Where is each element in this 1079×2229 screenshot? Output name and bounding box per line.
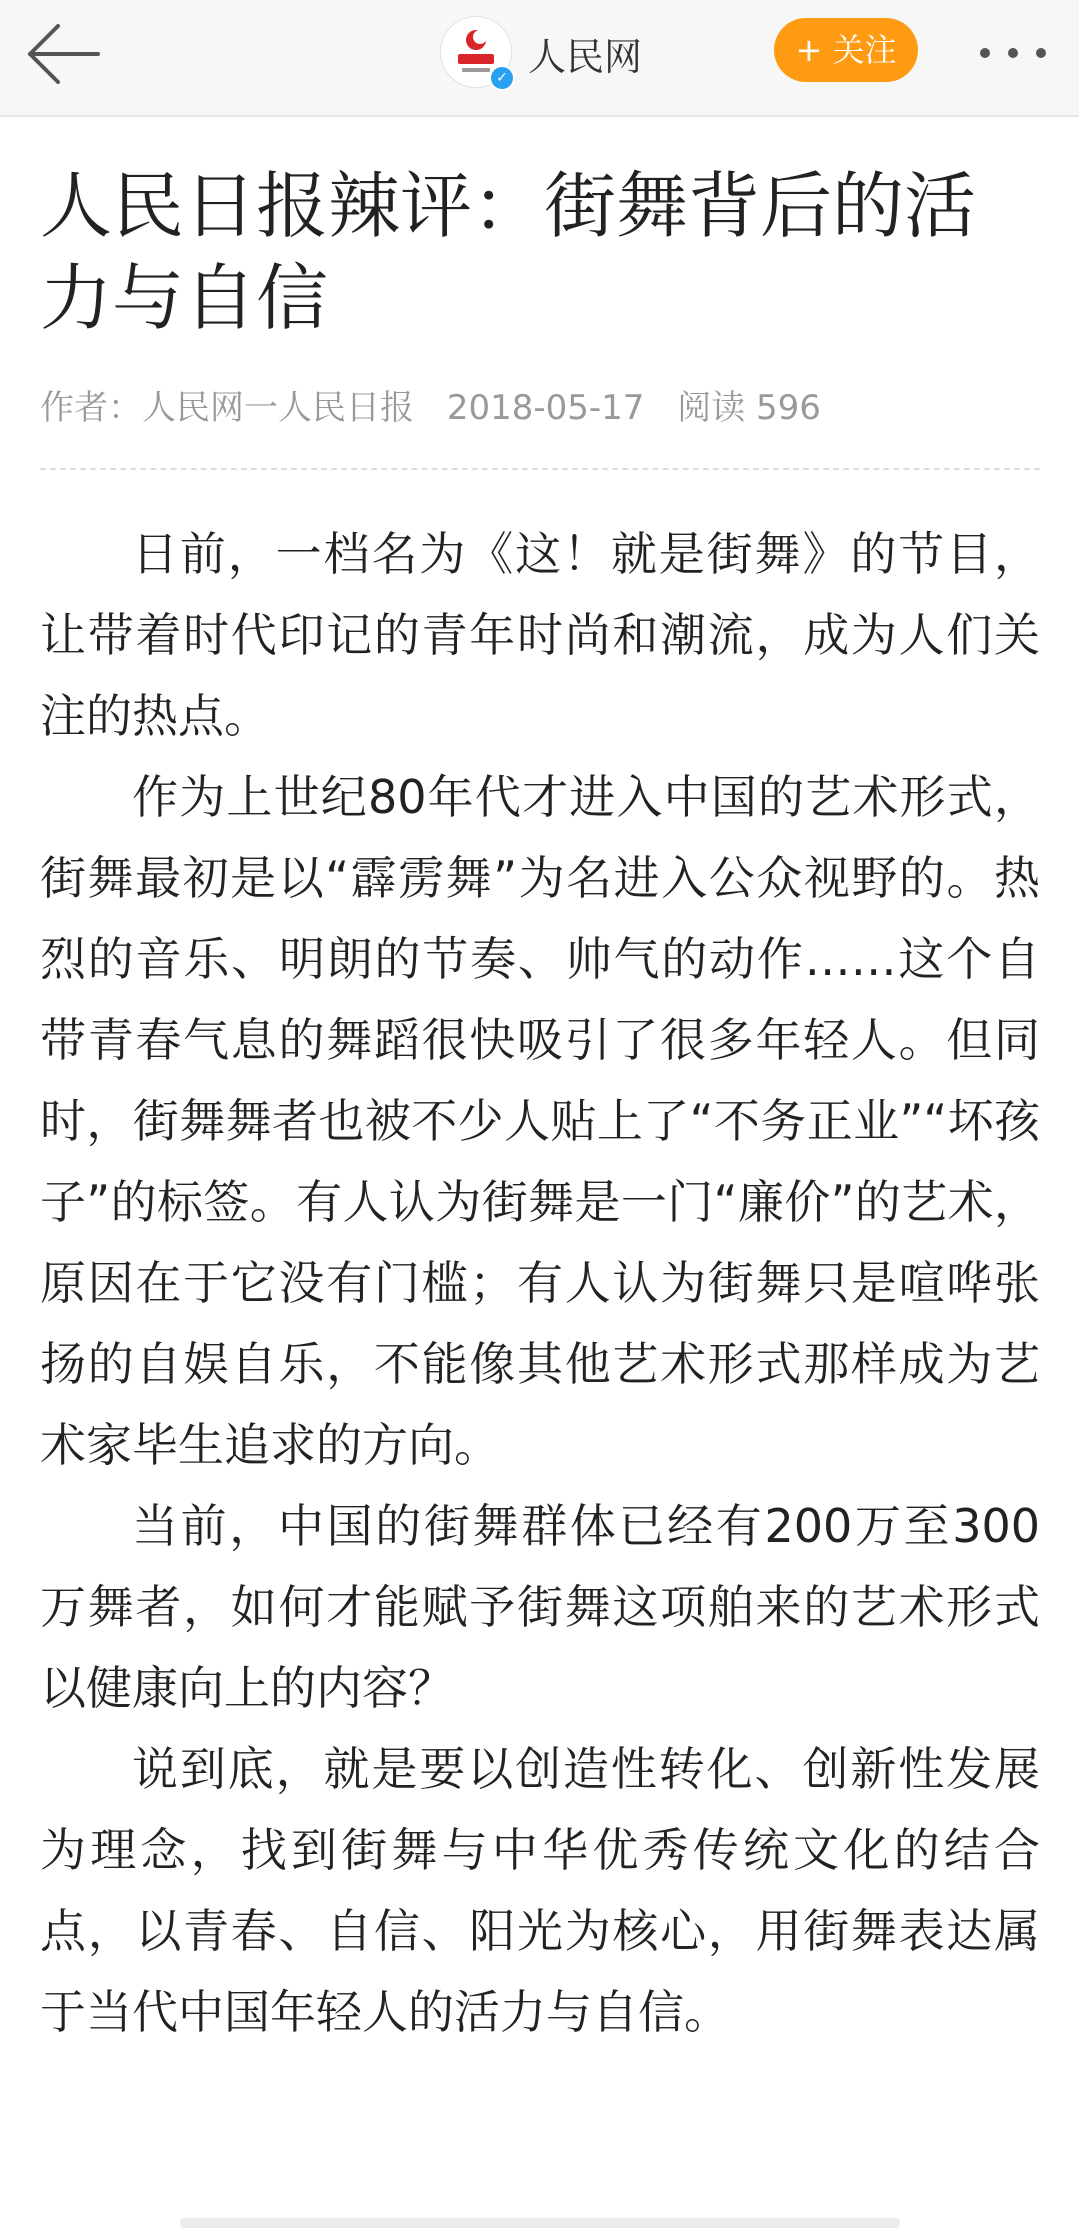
article-paragraph: 当前，中国的街舞群体已经有200万至300万舞者，如何才能赋予街舞这项舶来的艺术形式以健康向上的内容？ bbox=[40, 1499, 1040, 1715]
divider bbox=[40, 468, 1040, 470]
article-paragraph: 作为上世纪80年代才进入中国的艺术形式，街舞最初是以“霹雳舞”为名进入公众视野的。热烈的音乐、明朗的节奏、帅气的动作……这个自带青春气息的舞蹈很快吸引了很多年轻人。但同时，街舞舞者也被不少人贴上了“不务正业”“坏孩子”的标签。有人认为街舞是一门“廉价”的艺术，原因在于它没有门槛；有人认为街舞只是喧哗张扬的自娱自乐，不能像其他艺术形式那样成为艺术家毕生追求的方向。 bbox=[40, 770, 1040, 1472]
article-author[interactable]: 作者：人民网一人民日报 bbox=[40, 388, 414, 428]
article-paragraph: 日前，一档名为《这！就是街舞》的节目，让带着时代印记的青年时尚和潮流，成为人们关注的热点。 bbox=[40, 527, 1040, 743]
article-title: 人民日报辣评：街舞背后的活力与自信 bbox=[40, 164, 977, 340]
back-arrow-icon[interactable] bbox=[24, 18, 104, 98]
article-paragraph: 说到底，就是要以创造性转化、创新性发展为理念，找到街舞与中华优秀传统文化的结合点，以青春、自信、阳光为核心，用街舞表达属于当代中国年轻人的活力与自信。 bbox=[40, 1742, 1040, 2039]
article-date: 2018-05-17 bbox=[446, 388, 645, 428]
article-meta bbox=[40, 380, 843, 429]
article-read-count: 阅读 596 bbox=[677, 388, 821, 428]
account-logo[interactable] bbox=[440, 16, 512, 88]
next-content-peek bbox=[180, 2218, 900, 2228]
article-body bbox=[40, 514, 1040, 2053]
account-name[interactable]: 人民网 bbox=[528, 35, 643, 79]
more-dots-icon[interactable] bbox=[970, 26, 1060, 76]
verified-badge-icon: ✓ bbox=[489, 65, 515, 91]
top-navigation-bar bbox=[0, 0, 1079, 117]
follow-button[interactable]: + 关注 bbox=[774, 18, 918, 82]
